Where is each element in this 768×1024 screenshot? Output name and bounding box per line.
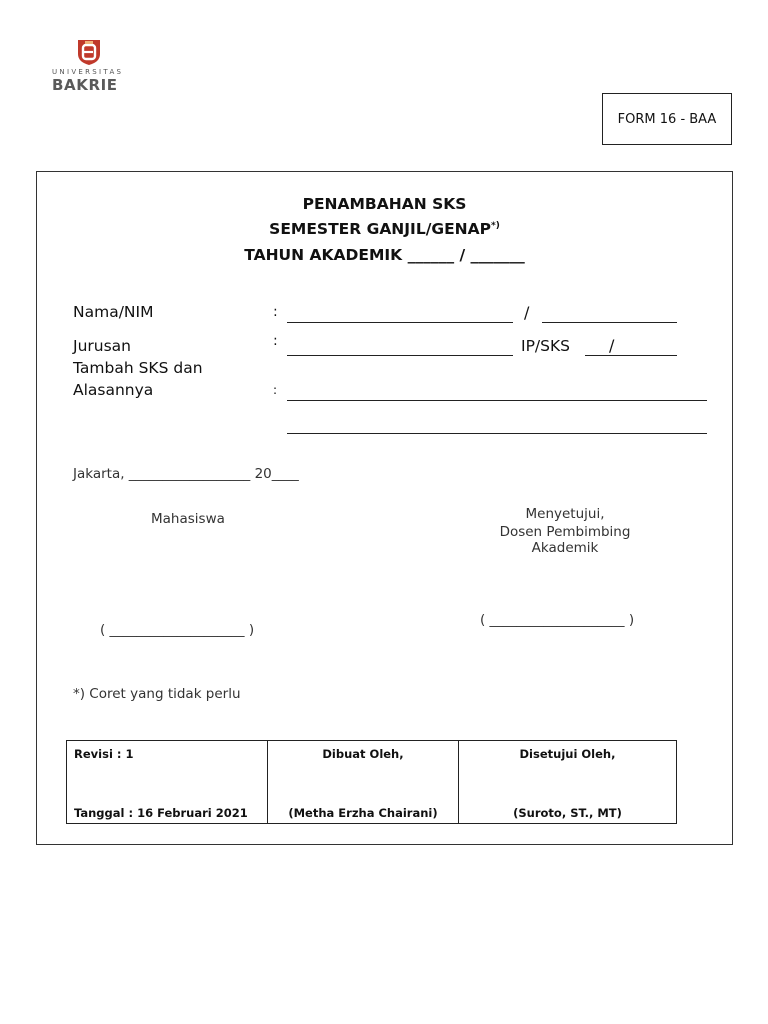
disetujui-cell bbox=[459, 741, 677, 824]
note-text: *) Coret yang tidak perlu bbox=[73, 686, 241, 702]
disetujui-label: Disetujui Oleh, bbox=[519, 747, 616, 761]
title-line-1: PENAMBAHAN SKS bbox=[302, 195, 467, 213]
tambah-label-2: Alasannya bbox=[73, 381, 154, 399]
alasan-field-1[interactable] bbox=[287, 400, 707, 401]
jurusan-label: Jurusan bbox=[73, 337, 131, 355]
title-line-2-text: SEMESTER GANJIL/GENAP bbox=[269, 220, 491, 238]
disetujui-name: (Suroto, ST., MT) bbox=[513, 806, 622, 820]
nama-label: Nama/NIM bbox=[73, 303, 154, 321]
logo-big-text: BAKRIE bbox=[52, 76, 118, 94]
form-code-box bbox=[602, 93, 732, 145]
dibuat-name: (Metha Erzha Chairani) bbox=[288, 806, 438, 820]
ipsks-field[interactable] bbox=[585, 355, 677, 356]
revisi-text: Revisi : 1 bbox=[74, 747, 134, 761]
alasan-field-2[interactable] bbox=[287, 433, 707, 434]
title-line-2 bbox=[36, 220, 733, 238]
dosen-signature-blank: ( ____________________ ) bbox=[480, 612, 635, 628]
tambah-colon: : bbox=[273, 383, 278, 397]
mahasiswa-signature-blank: ( ____________________ ) bbox=[100, 622, 255, 638]
shield-logo-icon bbox=[76, 38, 102, 66]
date-line: Jakarta, __________________ 20____ bbox=[73, 466, 299, 482]
form-code: FORM 16 - BAA bbox=[617, 111, 717, 127]
dibuat-label: Dibuat Oleh, bbox=[322, 747, 404, 761]
nim-field[interactable] bbox=[542, 322, 677, 323]
revisi-cell bbox=[67, 741, 268, 824]
tambah-label-1: Tambah SKS dan bbox=[73, 359, 203, 377]
dosen-label: Dosen Pembimbing Akademik bbox=[499, 524, 631, 556]
ipsks-label: IP/SKS bbox=[521, 337, 570, 355]
menyetujui-label: Menyetujui, bbox=[525, 506, 605, 522]
title-line-2-sup: *) bbox=[491, 220, 500, 231]
nama-field[interactable] bbox=[287, 322, 513, 323]
mahasiswa-label: Mahasiswa bbox=[151, 511, 225, 527]
tanggal-text: Tanggal : 16 Februari 2021 bbox=[74, 806, 248, 820]
logo-small-text: UNIVERSITAS bbox=[52, 68, 124, 76]
jurusan-colon: : bbox=[273, 333, 278, 349]
university-logo bbox=[52, 38, 132, 94]
nama-colon: : bbox=[273, 304, 278, 320]
ipsks-slash: / bbox=[609, 336, 615, 355]
footer-table bbox=[66, 740, 677, 824]
jurusan-field[interactable] bbox=[287, 355, 513, 356]
dibuat-cell bbox=[268, 741, 459, 824]
nama-slash: / bbox=[524, 303, 530, 322]
title-line-3: TAHUN AKADEMIK ______ / _______ bbox=[244, 246, 525, 264]
